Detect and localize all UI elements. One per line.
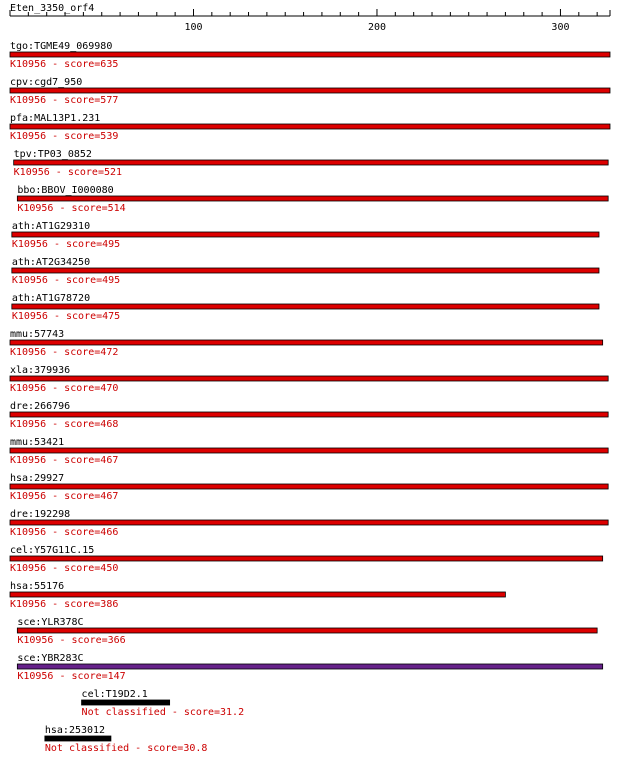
hit-gene-label[interactable]: ath:AT2G34250 <box>11 257 91 268</box>
hit-row[interactable] <box>10 581 505 610</box>
hit-alignment-bar[interactable] <box>10 412 608 417</box>
hit-row[interactable] <box>10 329 603 358</box>
hit-gene-label[interactable]: pfa:MAL13P1.231 <box>10 113 101 124</box>
hit-gene-label[interactable]: cel:Y57G11C.15 <box>10 545 95 556</box>
hit-gene-label[interactable]: hsa:55176 <box>10 581 65 592</box>
hit-gene-label[interactable]: dre:266796 <box>10 401 71 412</box>
hit-score-label: K10956 - score=450 <box>10 563 119 574</box>
hit-alignment-bar[interactable] <box>14 160 608 165</box>
hit-score-label: K10956 - score=147 <box>17 671 126 682</box>
hit-row[interactable] <box>17 185 608 214</box>
hit-gene-label[interactable]: hsa:253012 <box>44 725 106 736</box>
hit-gene-label[interactable]: cel:T19D2.1 <box>81 689 148 700</box>
hit-row[interactable] <box>10 437 608 466</box>
hit-row[interactable] <box>17 653 602 682</box>
hit-row[interactable] <box>10 545 603 574</box>
hit-gene-label[interactable]: sce:YBR283C <box>17 653 84 664</box>
hit-alignment-bar[interactable] <box>12 232 599 237</box>
hit-row[interactable] <box>17 617 597 646</box>
hit-score-label: K10956 - score=475 <box>11 311 121 322</box>
hit-score-label: K10956 - score=468 <box>10 419 119 430</box>
hit-score-label: K10956 - score=495 <box>11 275 121 286</box>
hit-alignment-bar[interactable] <box>45 736 111 741</box>
hit-score-label: K10956 - score=577 <box>10 95 119 106</box>
hit-row[interactable] <box>10 365 608 394</box>
ruler-tick-label: 200 <box>367 22 387 33</box>
hit-score-label: K10956 - score=466 <box>10 527 119 538</box>
ruler-tick-label: 300 <box>551 22 570 33</box>
hit-gene-label[interactable]: ath:AT1G78720 <box>11 293 91 304</box>
hit-alignment-bar[interactable] <box>10 592 505 597</box>
hit-alignment-bar[interactable] <box>10 556 603 561</box>
hit-row[interactable] <box>10 509 608 538</box>
hit-alignment-bar[interactable] <box>17 628 597 633</box>
hit-score-label: K10956 - score=366 <box>17 635 126 646</box>
hit-alignment-bar[interactable] <box>10 124 610 129</box>
hit-row[interactable] <box>12 293 599 322</box>
hit-score-label: K10956 - score=635 <box>10 59 119 70</box>
hit-gene-label[interactable]: cpv:cgd7_950 <box>10 77 83 88</box>
hit-row[interactable] <box>10 113 610 142</box>
hit-score-label: K10956 - score=386 <box>10 599 119 610</box>
hit-row[interactable] <box>10 41 610 70</box>
hit-gene-label[interactable]: hsa:29927 <box>10 473 65 484</box>
hit-alignment-bar[interactable] <box>10 448 608 453</box>
ruler-tick-labels <box>184 22 569 33</box>
hit-alignment-bar[interactable] <box>17 664 602 669</box>
query-title: Eten_3350_orf4 <box>10 3 95 14</box>
hit-score-label: K10956 - score=495 <box>11 239 121 250</box>
hit-alignment-bar[interactable] <box>17 196 608 201</box>
hit-alignment-bar[interactable] <box>10 520 608 525</box>
hit-row[interactable] <box>10 473 608 502</box>
hit-score-label: K10956 - score=514 <box>17 203 126 214</box>
hit-alignment-bar[interactable] <box>10 376 608 381</box>
hit-gene-label[interactable]: mmu:57743 <box>10 329 65 340</box>
hit-row[interactable] <box>14 149 608 178</box>
hit-gene-label[interactable]: dre:192298 <box>10 509 71 520</box>
hit-row[interactable] <box>10 401 608 430</box>
hit-score-label: Not classified - score=31.2 <box>81 707 245 718</box>
hit-score-label: K10956 - score=472 <box>10 347 119 358</box>
hit-row[interactable] <box>12 221 599 250</box>
sequence-ruler <box>10 3 610 33</box>
hit-row[interactable] <box>45 725 208 754</box>
hit-gene-label[interactable]: tgo:TGME49_069980 <box>10 41 113 52</box>
hit-alignment-bar[interactable] <box>10 484 608 489</box>
hit-gene-label[interactable]: bbo:BBOV_I000080 <box>17 185 114 196</box>
hit-score-label: K10956 - score=470 <box>10 383 119 394</box>
hit-list <box>10 41 610 754</box>
hit-row[interactable] <box>10 77 610 106</box>
hit-gene-label[interactable]: sce:YLR378C <box>17 617 84 628</box>
hit-row[interactable] <box>82 689 245 718</box>
hit-score-label: K10956 - score=521 <box>13 167 123 178</box>
hit-alignment-bar[interactable] <box>10 340 603 345</box>
hit-gene-label[interactable]: ath:AT1G29310 <box>11 221 91 232</box>
hit-gene-label[interactable]: xla:379936 <box>10 365 71 376</box>
hit-score-label: Not classified - score=30.8 <box>44 743 208 754</box>
ruler-ticks <box>10 9 610 16</box>
hit-alignment-bar[interactable] <box>12 304 599 309</box>
hit-score-label: K10956 - score=467 <box>10 455 119 466</box>
hit-score-label: K10956 - score=467 <box>10 491 119 502</box>
hit-alignment-bar[interactable] <box>10 52 610 57</box>
ruler-tick-label: 100 <box>184 22 203 33</box>
hit-alignment-bar[interactable] <box>82 700 170 705</box>
hit-gene-label[interactable]: mmu:53421 <box>10 437 65 448</box>
hit-gene-label[interactable]: tpv:TP03_0852 <box>13 149 92 160</box>
hit-row[interactable] <box>12 257 599 286</box>
hit-alignment-bar[interactable] <box>12 268 599 273</box>
hit-alignment-bar[interactable] <box>10 88 610 93</box>
hit-score-label: K10956 - score=539 <box>10 131 119 142</box>
